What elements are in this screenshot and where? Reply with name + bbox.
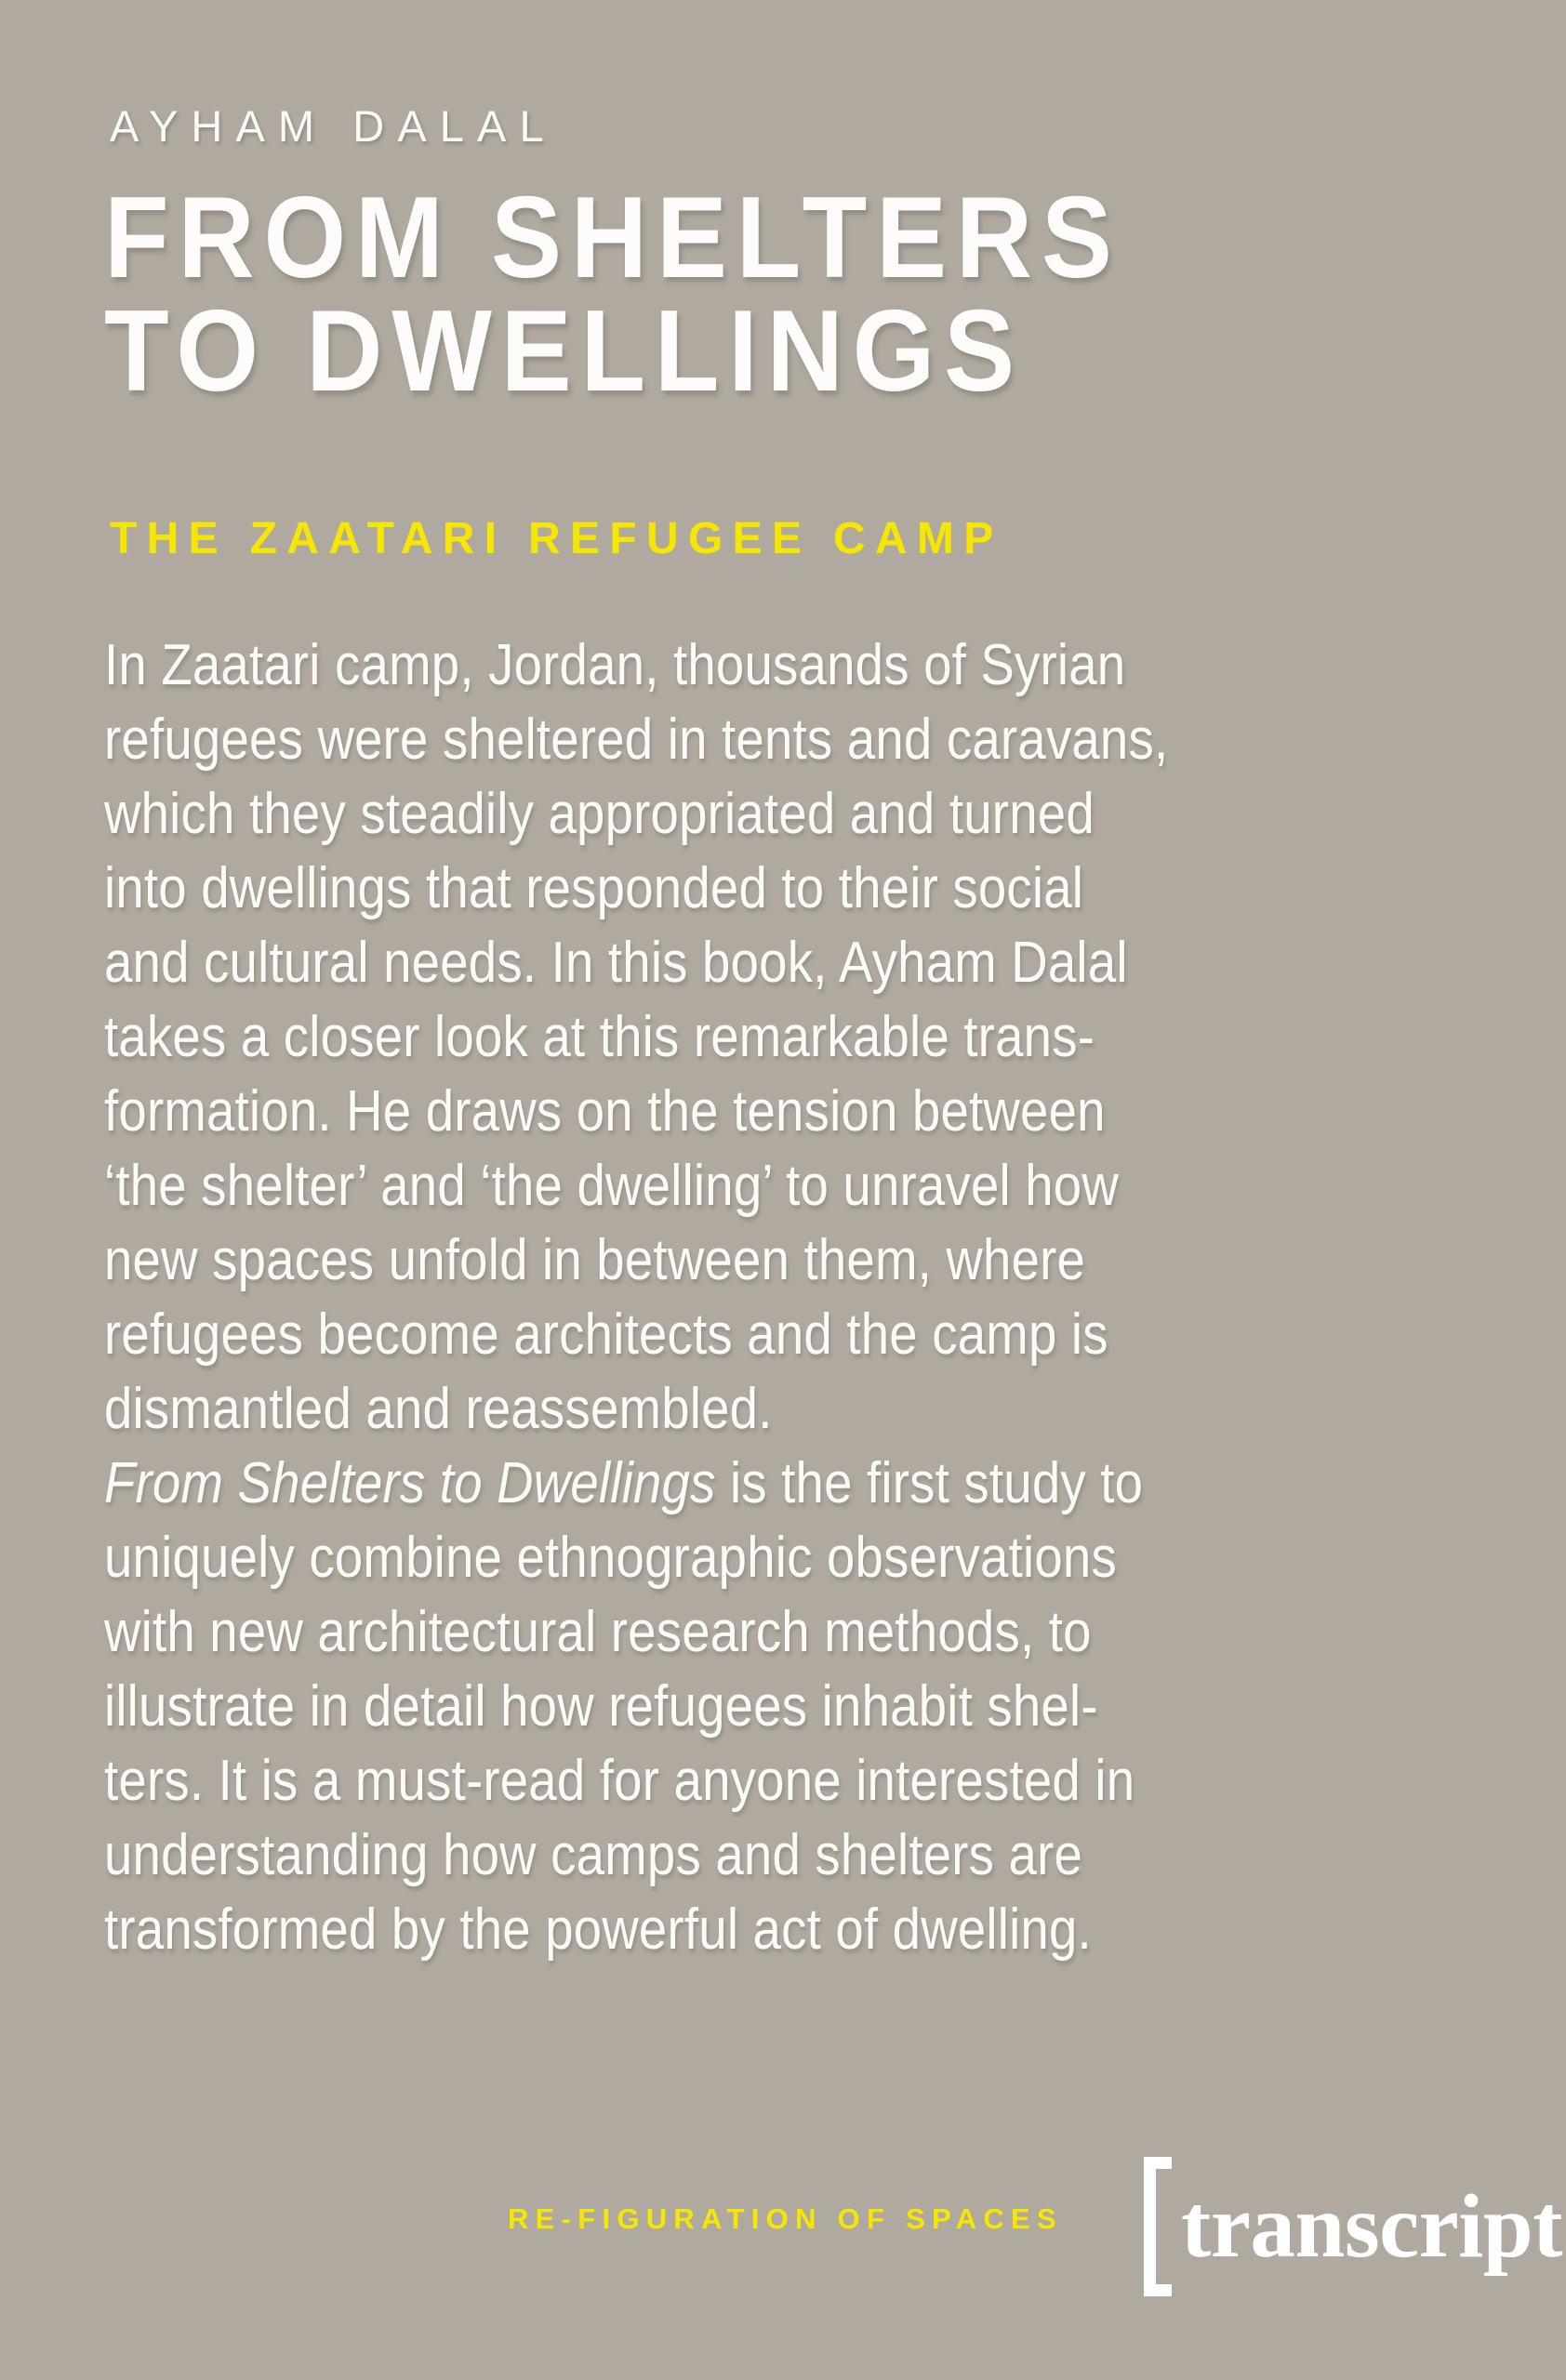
blurb-line: transformed by the powerful act of dwelling. (104, 1897, 1092, 1962)
author-name: AYHAM DALAL (110, 101, 557, 151)
blurb-line: ‘the shelter’ and ‘the dwelling’ to unravel how (104, 1154, 1119, 1218)
book-subtitle: THE ZAATARI REFUGEE CAMP (110, 514, 1003, 563)
blurb-line: dismantled and reassembled. (104, 1377, 773, 1441)
book-title (104, 174, 1121, 416)
blurb-line: formation. He draws on the tension between (104, 1079, 1106, 1144)
title-line-2: TO DWELLINGS (104, 286, 1024, 416)
blurb-line: illustrate in detail how refugees inhabit shel- (104, 1674, 1098, 1739)
blurb-line: In Zaatari camp, Jordan, thousands of Syrian (104, 633, 1126, 697)
title-line-1: FROM SHELTERS (104, 174, 1121, 302)
bracket-left-icon (1144, 2157, 1172, 2296)
blurb-line: uniquely combine ethnographic observations (104, 1526, 1117, 1590)
blurb-line: takes a closer look at this remarkable trans- (104, 1005, 1095, 1069)
blurb-line: and cultural needs. In this book, Ayham Dalal (104, 931, 1128, 995)
series-name: RE-FIGURATION OF SPACES (508, 2202, 1063, 2235)
blurb-line: understanding how camps and shelters are (104, 1823, 1083, 1887)
blurb-line: From Shelters to Dwellings is the first study to (104, 1451, 1144, 1515)
cover-footer (0, 2176, 1566, 2310)
blurb-line: new spaces unfold in between them, where (104, 1228, 1086, 1292)
blurb-line: refugees become architects and the camp is (104, 1302, 1108, 1367)
publisher-logo (1144, 2157, 1566, 2296)
blurb-line: refugees were sheltered in tents and caravans, (104, 707, 1169, 772)
publisher-name: transcript (1181, 2176, 1563, 2276)
blurb-line: ters. It is a must-read for anyone interested in (104, 1749, 1135, 1813)
blurb-line: into dwellings that responded to their social (104, 856, 1084, 920)
back-cover-blurb (104, 628, 1315, 1967)
blurb-line: with new architectural research methods, to (104, 1600, 1092, 1664)
blurb-line: which they steadily appropriated and turned (104, 782, 1095, 846)
blurb-title-italic: From Shelters to Dwellings (104, 1451, 716, 1515)
